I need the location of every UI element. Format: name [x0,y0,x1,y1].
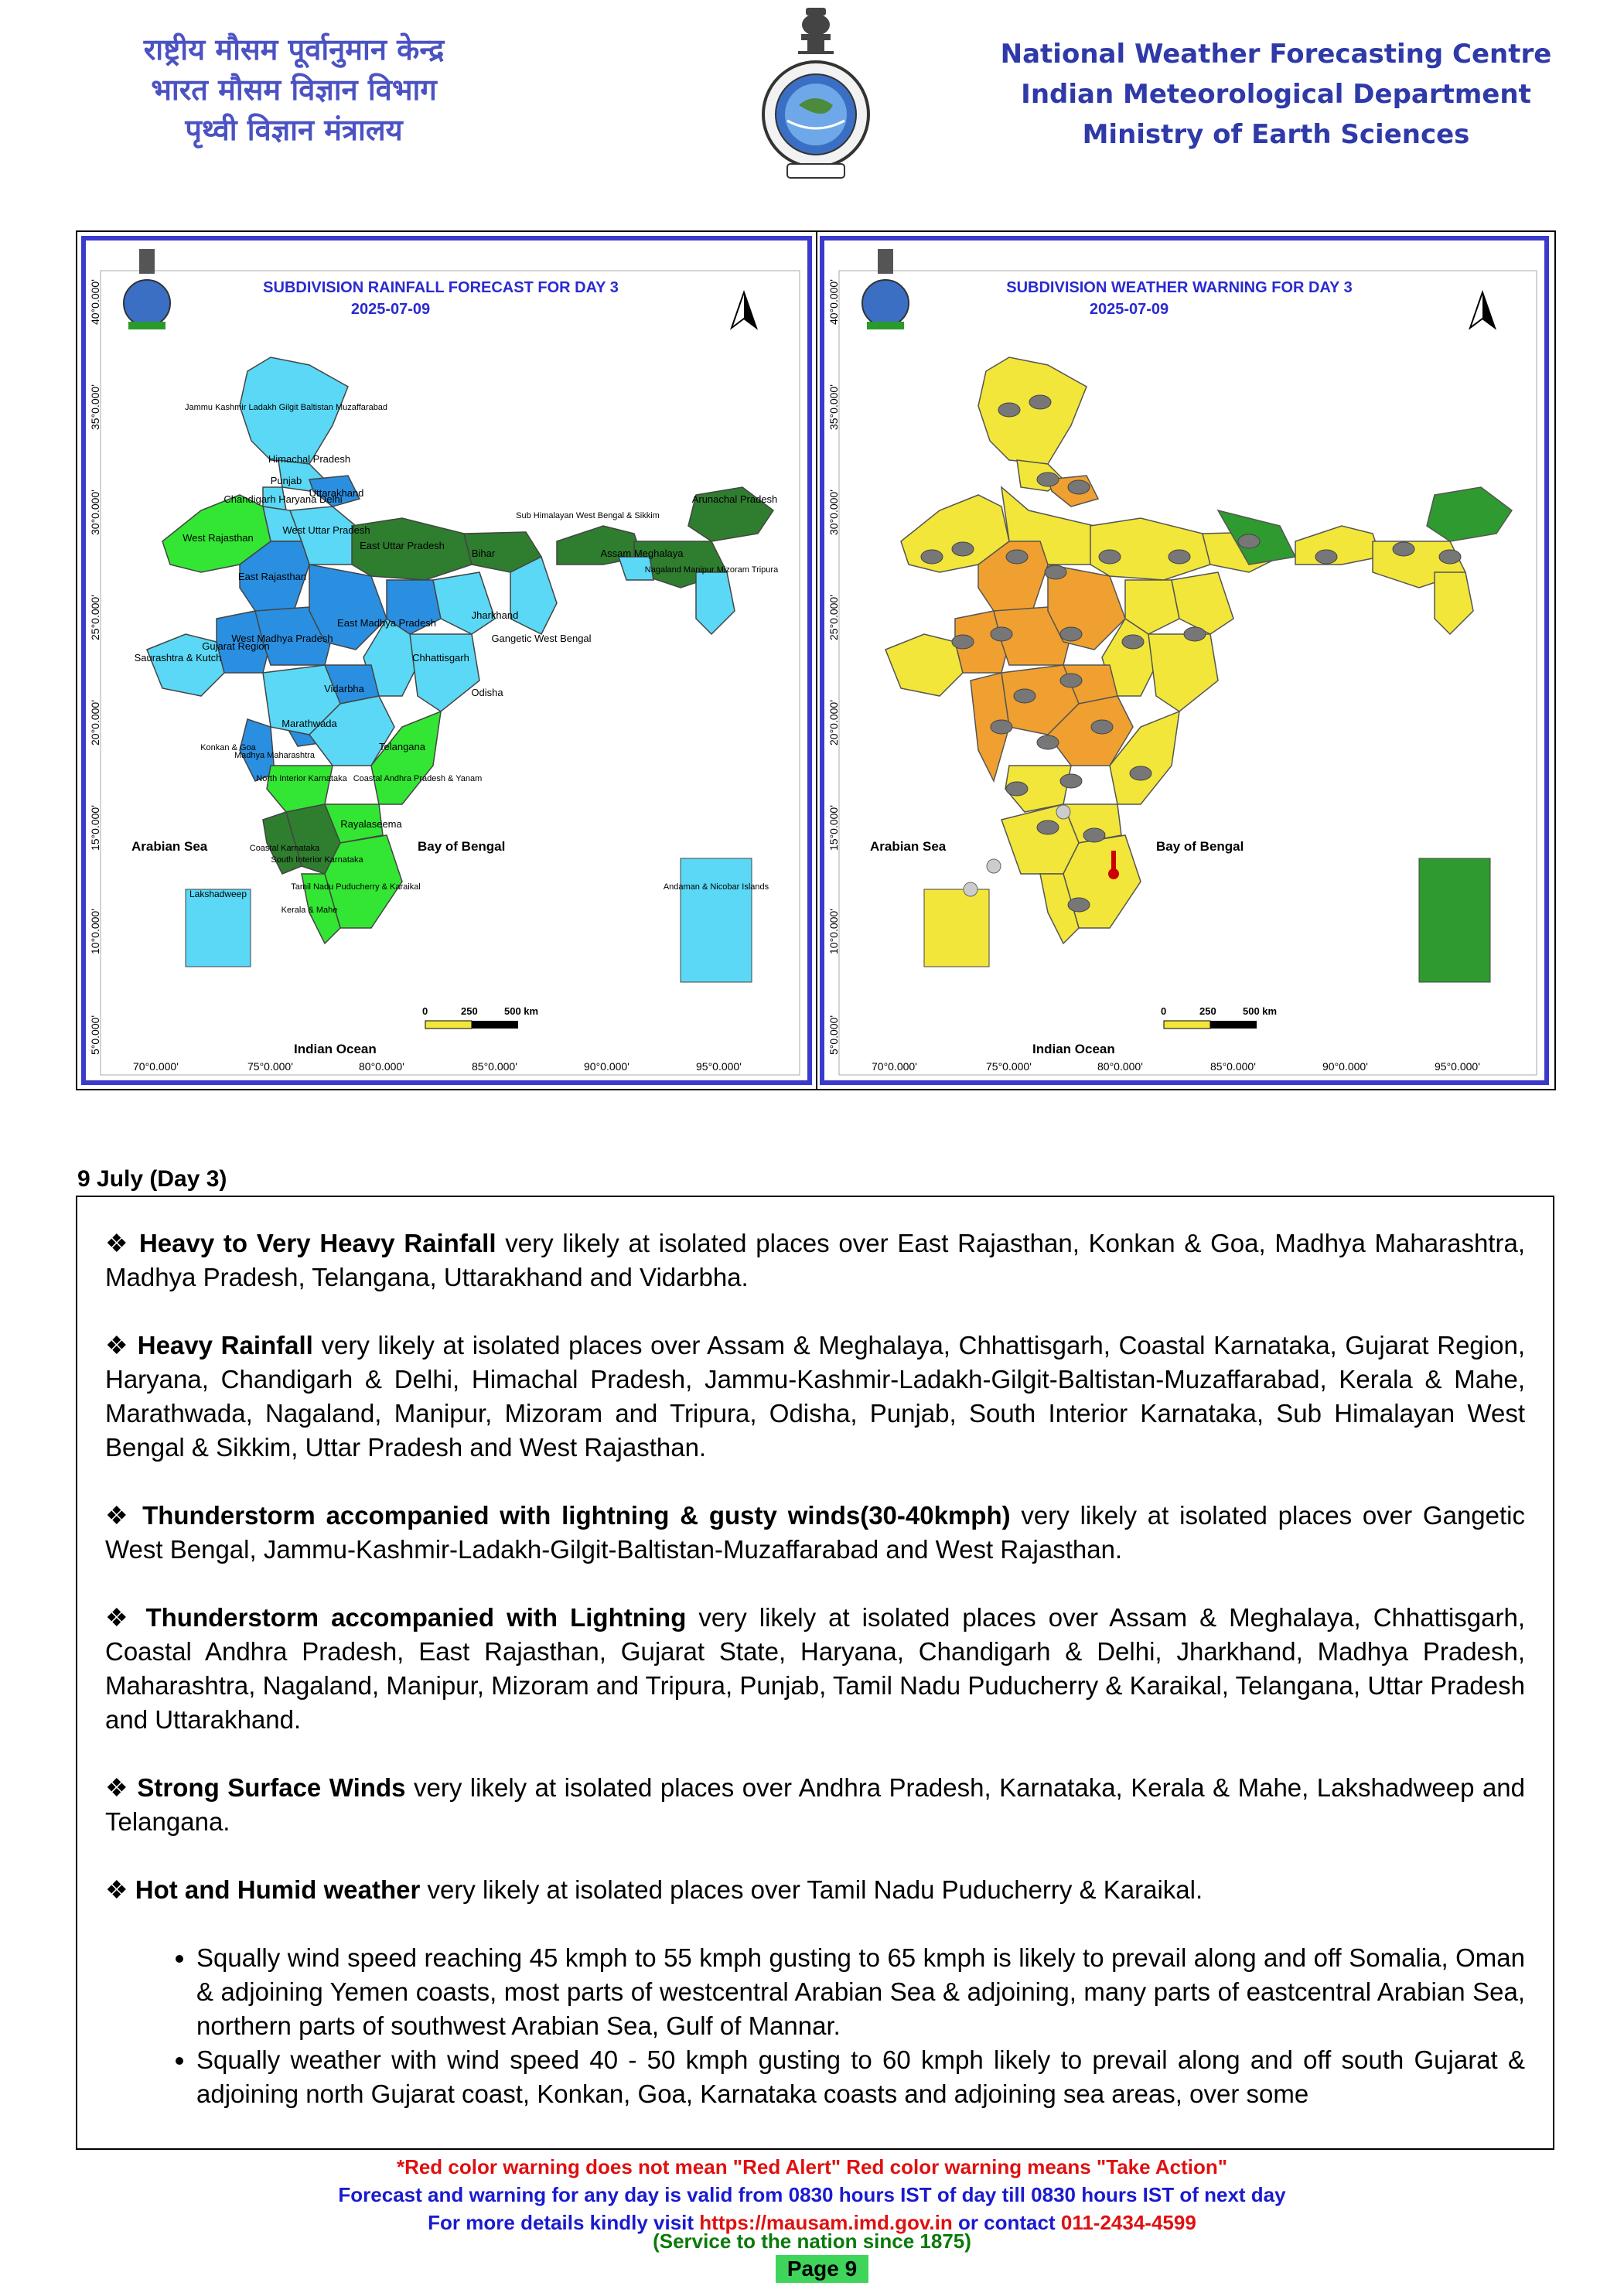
region-label: Andaman & Nicobar Islands [663,882,769,892]
lat-label: 15°0.000' [827,805,840,851]
lat-label: 35°0.000' [89,384,101,430]
lat-label: 35°0.000' [827,384,840,430]
forecast-item-text: very likely at isolated places over Assam & Meghalaya, Chhattisgarh, Coastal Karnataka, Gujarat Region, Haryana, Chandigarh & Delhi, Himachal Pradesh, Jammu-Kashmir-Ladakh-Gilgit-Baltistan-Muzaffarabad, Kerala & Mahe, Marathwada, Nagaland, Manipur, Mizoram and Tripura, Odisha, Punjab, South Interior Karnataka, Sub Himalayan West Bengal & Sikkim, Uttar Pradesh and West Rajasthan. [105,1331,1525,1462]
footer-validity: Forecast and warning for any day is valid from 0830 hours IST of day till 0830 hours IST of next day [338,2183,1286,2206]
warning-map-date: 2025-07-09 [1089,301,1169,318]
sea-condition-item: • Squally weather with wind speed 40 - 50 kmph gusting to 60 kmph likely to prevail along and off south Gujarat & adjoining north Gujarat coast, Konkan, Goa, Karnataka coasts and adjoining sea areas, over some [196,2043,1525,2111]
lon-label: 90°0.000' [584,1060,629,1073]
lakshadweep-box [924,889,989,967]
lon-label: 75°0.000' [247,1060,293,1073]
footer-contact-prefix: For more details kindly visit [428,2211,700,2234]
diamond-bullet-icon: ❖ [105,1773,129,1802]
region-label: Uttarakhand [309,487,364,499]
region-label: Bihar [471,548,496,559]
region-label: Himachal Pradesh [268,453,351,465]
lat-label: 20°0.000' [827,700,840,745]
region-label: Telangana [379,741,425,752]
region-label: Coastal Karnataka [249,844,320,853]
region-label: East Rajasthan [237,571,307,582]
sea-conditions-list [105,1941,1525,2111]
region-label: West Madhya Pradesh [231,633,333,644]
lat-label: 25°0.000' [89,595,101,640]
region-label: Assam Meghalaya [600,548,684,559]
region-label: Chandigarh Haryana Delhi [223,493,343,505]
sea-label: Arabian Sea [870,839,947,854]
lon-label: 95°0.000' [1435,1060,1480,1073]
region-label: Marathwada [281,718,337,729]
lon-label: 80°0.000' [1097,1060,1143,1073]
region-label: West Rajasthan [183,532,254,544]
forecast-item [105,1771,1525,1839]
page-number-badge: Page 9 [776,2255,868,2283]
region-label: Sub Himalayan West Bengal & Sikkim [516,511,660,520]
lat-label: 20°0.000' [89,700,101,745]
forecast-item-text: very likely at isolated places over Andhra Pradesh, Karnataka, Kerala & Mahe, Lakshadweep and Telangana. [105,1773,1526,1836]
forecast-item-text: very likely at isolated places over Gangetic West Bengal, Jammu-Kashmir-Ladakh-Gilgit-Baltistan-Muzaffarabad and West Rajasthan. [105,1501,1525,1564]
region-label: South Interior Karnataka [271,855,363,865]
warning-map-title: SUBDIVISION WEATHER WARNING FOR DAY 3 [1006,279,1353,296]
region-label: Nagaland Manipur Mizoram Tripura [644,565,779,575]
andaman-nicobar-box [681,858,752,982]
region-label: Coastal Andhra Pradesh & Yanam [353,774,483,783]
diamond-bullet-icon: ❖ [105,1603,134,1632]
lat-label: 15°0.000' [89,805,101,851]
lat-label: 5°0.000' [827,1015,840,1055]
lat-label: 25°0.000' [827,595,840,640]
lon-label: 70°0.000' [872,1060,917,1073]
andaman-nicobar-box [1419,858,1490,982]
hindi-line-3: पृथ्वी विज्ञान मंत्रालय [185,113,403,147]
footer-contact-mid: or contact [952,2211,1061,2234]
region-label: West Uttar Pradesh [282,524,370,536]
forecast-item-text: very likely at isolated places over Assam & Meghalaya, Chhattisgarh, Coastal Andhra Pradesh, East Rajasthan, Gujarat State, Haryana, Chandigarh & Delhi, Jharkhand, Madhya Pradesh, Maharashtra, Nagaland, Manipur, Mizoram and Tripura, Punjab, Tamil Nadu Puducherry & Karaikal, Telangana, Uttar Pradesh and Uttarakhand. [105,1603,1526,1734]
forecast-item [105,1329,1525,1465]
scale-label: 0 [1161,1005,1167,1017]
lon-label: 85°0.000' [472,1060,517,1073]
region-label: Lakshadweep [189,889,247,899]
region-label: Odisha [471,687,503,698]
sea-label: Arabian Sea [131,839,208,854]
lon-label: 75°0.000' [986,1060,1032,1073]
region-label: Kerala & Mahe [281,906,338,915]
forecast-item-heading: Heavy Rainfall [137,1331,313,1360]
english-line-2: Indian Meteorological Department [1021,79,1531,110]
forecast-item-heading: Thunderstorm accompanied with Lightning [145,1603,687,1632]
lon-label: 85°0.000' [1210,1060,1256,1073]
imd-logo-emblem [756,5,875,184]
diamond-bullet-icon: ❖ [105,1331,130,1360]
hindi-line-2: भारत मौसम विज्ञान विभाग [151,73,437,107]
lon-label: 80°0.000' [359,1060,404,1073]
lat-label: 40°0.000' [827,279,840,325]
sea-label: Bay of Bengal [418,839,506,854]
english-line-1: National Weather Forecasting Centre [1000,39,1552,70]
diamond-bullet-icon: ❖ [105,1501,132,1530]
forecast-item-heading: Hot and Humid weather [135,1875,421,1904]
region-label: Rayalaseema [340,818,402,830]
region-label: Jammu Kashmir Ladakh Gilgit Baltistan Muzaffarabad [184,403,388,412]
scale-label: 250 [461,1005,478,1017]
sea-condition-item: • Squally wind speed reaching 45 kmph to 55 kmph gusting to 65 kmph is likely to prevail along and off Somalia, Oman & adjoining Yemen coasts, most parts of westcentral Arabian Sea & adjoining, many parts of eastcentral Arabian Sea, northern parts of southwest Arabian Sea, Gulf of Mannar. [196,1941,1525,2043]
forecast-item-text: very likely at isolated places over East Rajasthan, Konkan & Goa, Madhya Maharashtra, Madhya Pradesh, Telangana, Uttarakhand and Vidarbha. [105,1229,1525,1291]
forecast-box [76,1196,1554,2150]
lat-label: 30°0.000' [827,490,840,535]
region-label: East Madhya Pradesh [337,617,436,629]
region-label: Chhattisgarh [412,652,469,664]
footer-service: (Service to the nation since 1875) [653,2229,971,2253]
forecast-item-heading: Heavy to Very Heavy Rainfall [138,1229,496,1257]
region-label: Gangetic West Bengal [491,633,592,644]
diamond-bullet-icon: ❖ [105,1229,131,1257]
region-label: East Uttar Pradesh [360,540,445,551]
sea-label: Bay of Bengal [1156,839,1244,854]
scale-label: 500 km [504,1005,539,1017]
lakshadweep-box [186,889,251,967]
lon-label: 90°0.000' [1322,1060,1368,1073]
region-label: Saurashtra & Kutch [134,652,222,664]
forecast-item-heading: Strong Surface Winds [137,1773,406,1802]
forecast-item [105,1499,1525,1567]
hindi-line-1: राष्ट्रीय मौसम पूर्वानुमान केन्द्र [143,32,445,67]
region-label: Madhya Maharashtra [234,751,315,760]
forecast-item [105,1601,1525,1737]
forecast-item [105,1873,1525,1907]
region-label: Gujarat Region [202,640,270,652]
lon-label: 95°0.000' [696,1060,742,1073]
diamond-bullet-icon: ❖ [105,1875,128,1904]
lat-label: 40°0.000' [89,279,101,325]
scale-label: 250 [1199,1005,1216,1017]
english-line-3: Ministry of Earth Sciences [1082,119,1470,150]
lon-label: 70°0.000' [133,1060,179,1073]
rainfall-map-title: SUBDIVISION RAINFALL FORECAST FOR DAY 3 [263,279,619,296]
scale-label: 500 km [1243,1005,1278,1017]
region-label: Vidarbha [324,683,364,694]
forecast-item [105,1226,1525,1295]
region-label: Jharkhand [471,609,519,621]
hindi-header [77,29,510,150]
lat-label: 5°0.000' [89,1015,101,1055]
lat-label: 10°0.000' [827,909,840,954]
phone-number: 011-2434-4599 [1060,2211,1196,2234]
forecast-item-text: very likely at isolated places over Tamil Nadu Puducherry & Karaikal. [420,1875,1203,1904]
region-label: Punjab [270,475,302,486]
region-label: Arunachal Pradesh [691,493,778,505]
rainfall-map-date: 2025-07-09 [350,301,431,318]
maps-container [76,230,1556,1090]
weather-warning-map [816,232,1554,1089]
footer-red-warning: *Red color warning does not mean "Red Alert" Red color warning means "Take Action" [396,2155,1228,2178]
region-label: Tamil Nadu Puducherry & Karaikal [291,882,421,892]
sea-label: Indian Ocean [1032,1042,1115,1056]
day-title: 9 July (Day 3) [77,1166,227,1192]
english-header [990,34,1562,155]
rainfall-forecast-map [77,232,817,1089]
region-label: Konkan & Goa [200,743,256,752]
lat-label: 30°0.000' [89,490,101,535]
website-link[interactable]: https://mausam.imd.gov.in [699,2211,953,2234]
sea-label: Indian Ocean [294,1042,377,1056]
region-label: North Interior Karnataka [256,774,347,783]
forecast-item-heading: Thunderstorm accompanied with lightning & gusty winds(30-40kmph) [142,1501,1011,1530]
lat-label: 10°0.000' [89,909,101,954]
scale-label: 0 [422,1005,428,1017]
